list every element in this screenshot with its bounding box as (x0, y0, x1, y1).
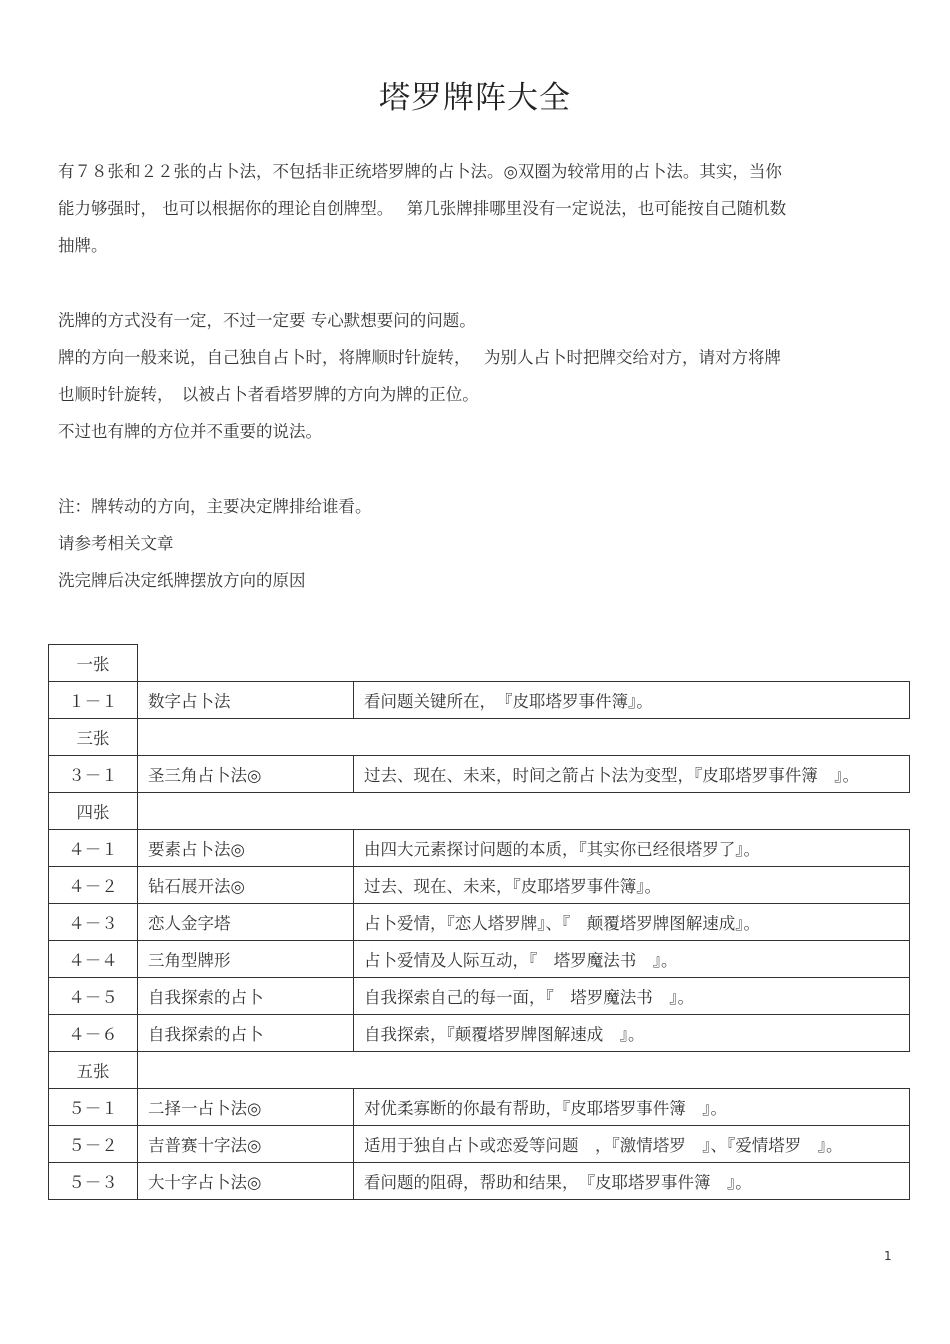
spread-name-cell: 大十字占卜法◎ (138, 1163, 354, 1200)
section-header-row (49, 719, 910, 756)
spread-desc-cell: 占卜爱情及人际互动，『 塔罗魔法书 』。 (354, 941, 910, 978)
spread-code-cell: ４－４ (49, 941, 138, 978)
table-row (49, 978, 910, 1015)
spread-name-cell: 自我探索的占卜 (138, 1015, 354, 1052)
spread-code-cell: ５－１ (49, 1089, 138, 1126)
spread-table (48, 644, 910, 1200)
spread-name-cell: 恋人金字塔 (138, 904, 354, 941)
spread-desc-cell: 过去、现在、未来，时间之箭占卜法为变型，『皮耶塔罗事件簿 』。 (354, 756, 910, 793)
spread-desc-cell: 占卜爱情，『恋人塔罗牌』、『 颠覆塔罗牌图解速成』。 (354, 904, 910, 941)
spread-code-cell: ５－２ (49, 1126, 138, 1163)
section-header-row (49, 1052, 910, 1089)
spread-name-cell: 数字占卜法 (138, 682, 354, 719)
intro-paragraph (58, 153, 908, 264)
table-row (49, 1015, 910, 1052)
spread-name-cell: 二择一占卜法◎ (138, 1089, 354, 1126)
spread-desc-cell: 自我探索，『颠覆塔罗牌图解速成 』。 (354, 1015, 910, 1052)
spread-desc-cell: 看问题关键所在， 『皮耶塔罗事件簿』。 (354, 682, 910, 719)
table-row (49, 1126, 910, 1163)
intro-line: 有７８张和２２张的占卜法，不包括非正统塔罗牌的占卜法。◎双圈为较常用的占卜法。其实，当你 (58, 162, 782, 181)
intro-line: 能力够强时， 也可以根据你的理论自创牌型。 第几张牌排哪里没有一定说法，也可能按自己随机数 (58, 199, 787, 218)
note-line: 洗完牌后决定纸牌摆放方向的原因 (58, 571, 306, 590)
spread-desc-cell: 适用于独自占卜或恋爱等问题 ，『激情塔罗 』、『爱情塔罗 』。 (354, 1126, 910, 1163)
table-row (49, 1089, 910, 1126)
section-heading: 五张 (49, 1052, 138, 1089)
shuffle-line: 洗牌的方式没有一定，不过一定要 专心默想要问的问题。 (58, 311, 476, 330)
spread-code-cell: ４－１ (49, 830, 138, 867)
shuffle-paragraph (58, 302, 908, 450)
page-title: 塔罗牌阵大全 (379, 80, 571, 116)
section-blank-cell (138, 645, 910, 682)
section-heading: 一张 (49, 645, 138, 682)
spread-code-cell: ４－３ (49, 904, 138, 941)
section-heading: 三张 (49, 719, 138, 756)
spread-name-cell: 吉普赛十字法◎ (138, 1126, 354, 1163)
table-row (49, 682, 910, 719)
shuffle-line: 也顺时针旋转， 以被占卜者看塔罗牌的方向为牌的正位。 (58, 385, 479, 404)
table-row (49, 756, 910, 793)
spread-code-cell: １－１ (49, 682, 138, 719)
section-blank-cell (138, 793, 910, 830)
note-line: 注：牌转动的方向，主要决定牌排给谁看。 (58, 497, 372, 516)
shuffle-line: 不过也有牌的方位并不重要的说法。 (58, 422, 322, 441)
spread-code-cell: ５－３ (49, 1163, 138, 1200)
spread-name-cell: 要素占卜法◎ (138, 830, 354, 867)
intro-line: 抽牌。 (58, 236, 108, 255)
shuffle-line: 牌的方向一般来说，自己独自占卜时，将牌顺时针旋转， 为别人占卜时把牌交给对方，请对方将牌 (58, 348, 781, 367)
spread-desc-cell: 自我探索自己的每一面，『 塔罗魔法书 』。 (354, 978, 910, 1015)
table-row (49, 941, 910, 978)
table-row (49, 867, 910, 904)
section-header-row (49, 645, 910, 682)
section-blank-cell (138, 1052, 910, 1089)
table-row (49, 1163, 910, 1200)
table-row (49, 830, 910, 867)
spread-code-cell: ３－１ (49, 756, 138, 793)
section-header-row (49, 793, 910, 830)
spread-name-cell: 三角型牌形 (138, 941, 354, 978)
spread-name-cell: 钻石展开法◎ (138, 867, 354, 904)
note-line: 请参考相关文章 (58, 534, 174, 553)
section-blank-cell (138, 719, 910, 756)
spread-code-cell: ４－５ (49, 978, 138, 1015)
spread-code-cell: ４－２ (49, 867, 138, 904)
table-row (49, 904, 910, 941)
spread-desc-cell: 由四大元素探讨问题的本质，『其实你已经很塔罗了』。 (354, 830, 910, 867)
spread-desc-cell: 过去、现在、未来，『皮耶塔罗事件簿』。 (354, 867, 910, 904)
spread-desc-cell: 对优柔寡断的你最有帮助，『皮耶塔罗事件簿 』。 (354, 1089, 910, 1126)
spread-name-cell: 自我探索的占卜 (138, 978, 354, 1015)
note-paragraph (58, 488, 908, 599)
page-number: 1 (884, 1249, 892, 1263)
spread-desc-cell: 看问题的阻碍，帮助和结果， 『皮耶塔罗事件簿 』。 (354, 1163, 910, 1200)
spread-code-cell: ４－６ (49, 1015, 138, 1052)
section-heading: 四张 (49, 793, 138, 830)
spread-name-cell: 圣三角占卜法◎ (138, 756, 354, 793)
